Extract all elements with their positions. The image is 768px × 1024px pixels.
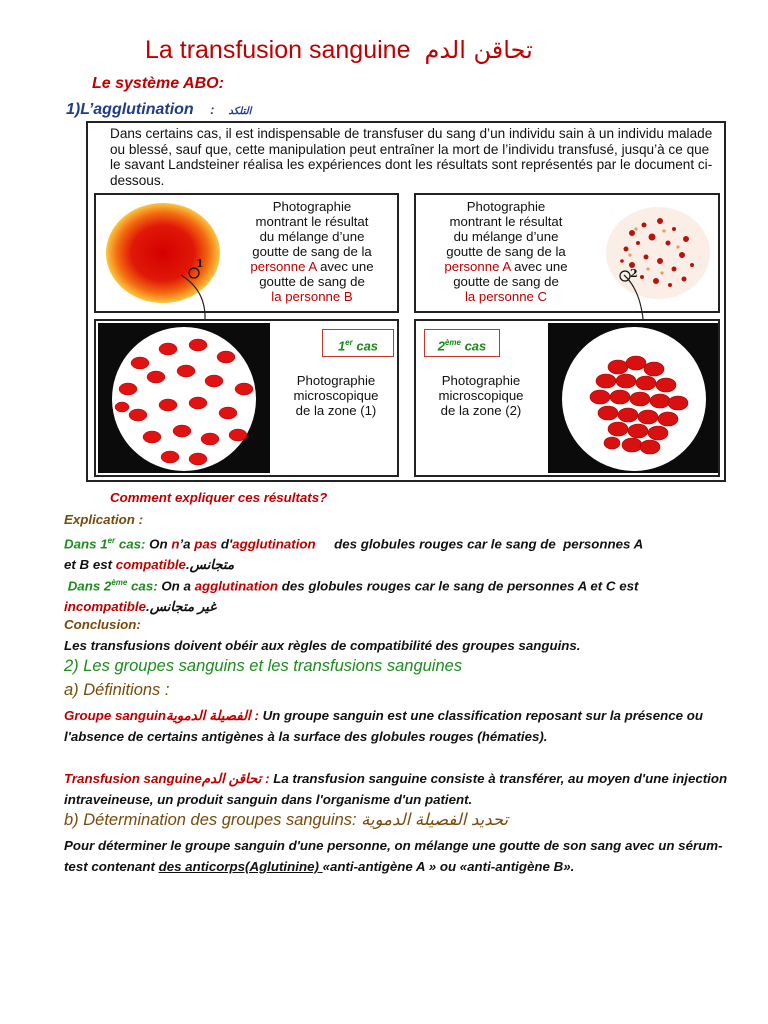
cas2-label	[424, 329, 500, 357]
marker-2: 2	[630, 267, 638, 280]
abo-heading: Le système ABO:	[92, 75, 224, 92]
det-antibodies: des anticorps(Aglutinine)	[158, 859, 323, 874]
def1-colon: :	[250, 708, 259, 723]
cas1-pas: pas	[194, 536, 218, 552]
section1-title: L’agglutination	[80, 101, 194, 118]
determination-text	[64, 835, 744, 877]
cas1-text: cas	[352, 338, 379, 354]
page-title	[145, 36, 533, 65]
cas1-f: des globules rouges car le sang de personnes A	[315, 536, 644, 552]
cas2-sup-text: ème	[111, 578, 128, 587]
experiment-document	[86, 121, 726, 482]
cas2-text: cas	[460, 338, 487, 354]
micro2-caption	[418, 373, 544, 418]
def1-ar: الفصيلة الدموية	[165, 708, 251, 723]
conclusion-label: Conclusion:	[64, 617, 141, 632]
cas1-label	[322, 329, 394, 357]
section2-heading: 2) Les groupes sanguins et les transfusions sanguines	[64, 657, 463, 675]
title-fr: La transfusion sanguine	[145, 36, 411, 64]
photo1-person-a: personne A	[250, 259, 317, 274]
micro2-line3: de la zone (2)	[440, 403, 522, 418]
micro1-caption	[276, 373, 396, 418]
cas2-agglutination: agglutination	[194, 578, 279, 594]
def1-text: Un groupe sanguin est une classification reposant sur la présence ou l'absence de certains antigènes à la surface des globules rouges (hématies).	[64, 708, 703, 744]
cas1-number: 1	[337, 338, 346, 354]
document-intro: Dans certains cas, il est indispensable de transfuser du sang d’un individu sain à un individu malade ou blessé, sauf que, cette manipulation peut entraîner la mort de l’individu transfusé, jusqu’à ce que le savant Landsteiner réalisa les expériences dont les résultats sont représentés par le document ci-dessous.	[110, 126, 713, 188]
photo1-line6: goutte de sang de	[259, 274, 365, 289]
micro2-panel	[414, 319, 720, 477]
photo1-line2: montrant le résultat	[255, 214, 369, 229]
cas2-d: des globules rouges car le sang de personnes A et C est	[278, 578, 639, 594]
cas1-n: n	[171, 536, 180, 552]
cas2-sup: ème	[444, 338, 461, 347]
def2-term: Transfusion sanguine	[64, 771, 202, 786]
marker-1: 1	[196, 257, 204, 270]
cas1-g: et B est	[64, 557, 116, 573]
title-ar: تحاقن الدم	[424, 36, 533, 64]
photo2-line4: goutte de sang de la	[446, 244, 566, 259]
micro2-line2: microscopique	[438, 388, 524, 403]
cas1-e: d'	[217, 536, 233, 552]
conclusion-text: Les transfusions doivent obéir aux règles de compatibilité des groupes sanguins.	[64, 638, 581, 653]
hb-ar: تحديد الفصيلة الدموية	[361, 811, 509, 829]
micro1-line3: de la zone (1)	[295, 403, 377, 418]
section1-number: 1)	[66, 101, 81, 118]
cas1-ar: متجانس	[189, 557, 235, 573]
cas2-b: cas:	[127, 578, 158, 594]
def1-term: Groupe sanguin	[64, 708, 166, 723]
cas2-line1	[64, 572, 744, 596]
hb-text: b) Détermination des groupes sanguins:	[64, 811, 362, 829]
def2-ar: تحاقن الدم	[201, 771, 262, 786]
cas2-ar: غير متجانس	[149, 599, 217, 615]
definition-blood-group	[64, 705, 744, 747]
def2-colon: :	[261, 771, 270, 786]
separate-cells-image	[98, 323, 270, 473]
definitions-heading: a) Définitions :	[64, 681, 170, 699]
section1-heading	[66, 101, 251, 119]
photo2-line3: du mélange d’une	[453, 229, 559, 244]
cas1-b: cas:	[115, 536, 146, 552]
cas2-incompatible: incompatible	[64, 599, 147, 615]
photo2-person-a: personne A	[444, 259, 511, 274]
photo1-line1: Photographie	[272, 199, 352, 214]
question: Comment expliquer ces résultats?	[110, 490, 328, 505]
cas1-a: Dans 1	[64, 536, 108, 552]
photo1-line4: goutte de sang de la	[252, 244, 372, 259]
determination-heading	[64, 810, 744, 831]
det-b: «anti-antigène A » ou «anti-antigène B».	[322, 859, 575, 874]
photo1-with: avec une	[316, 259, 374, 274]
cas1-agglutination: agglutination	[232, 536, 316, 552]
cas2-explanation	[64, 572, 744, 617]
cas1-line1	[64, 530, 744, 554]
photo2-line6: goutte de sang de	[453, 274, 559, 289]
cas1-h: .	[185, 557, 190, 573]
cas1-sup: er	[345, 338, 353, 347]
cas1-explanation	[64, 530, 744, 575]
cas1-sup-text: er	[107, 536, 116, 545]
photo2-line2: montrant le résultat	[449, 214, 563, 229]
cas2-c: On a	[157, 578, 195, 594]
photo1-person-b: la personne B	[271, 289, 353, 304]
definition-transfusion	[64, 768, 744, 810]
cas1-compatible: compatible	[115, 557, 186, 573]
def2-text: La transfusion sanguine consiste à transférer, au moyen d'une injection intraveineuse, un produit sanguin dans l'organisme d'un patient.	[64, 771, 728, 807]
micro2-line1: Photographie	[441, 373, 521, 388]
photo2-with: avec une	[510, 259, 568, 274]
cas2-e: .	[146, 599, 150, 615]
cas1-c: On	[145, 536, 172, 552]
cas2-a: Dans 2	[64, 578, 112, 594]
cas2-number: 2	[437, 338, 445, 354]
agglutinated-cells-image	[548, 323, 718, 473]
micro1-line2: microscopique	[293, 388, 379, 403]
photo2-person-c: la personne C	[464, 289, 548, 304]
cas1-d: ’a	[179, 536, 195, 552]
section1-colon: :	[210, 102, 215, 117]
section1-ar: التلكد	[228, 106, 252, 117]
explication-label: Explication :	[64, 512, 144, 527]
micro1-panel	[94, 319, 399, 477]
photo1-line3: du mélange d’une	[259, 229, 365, 244]
photo2-line1: Photographie	[466, 199, 546, 214]
det-a: Pour déterminer le groupe sanguin d'une personne, on mélange une goutte de son sang avec un sérum-test contenant	[64, 838, 723, 874]
micro1-line1: Photographie	[296, 373, 376, 388]
